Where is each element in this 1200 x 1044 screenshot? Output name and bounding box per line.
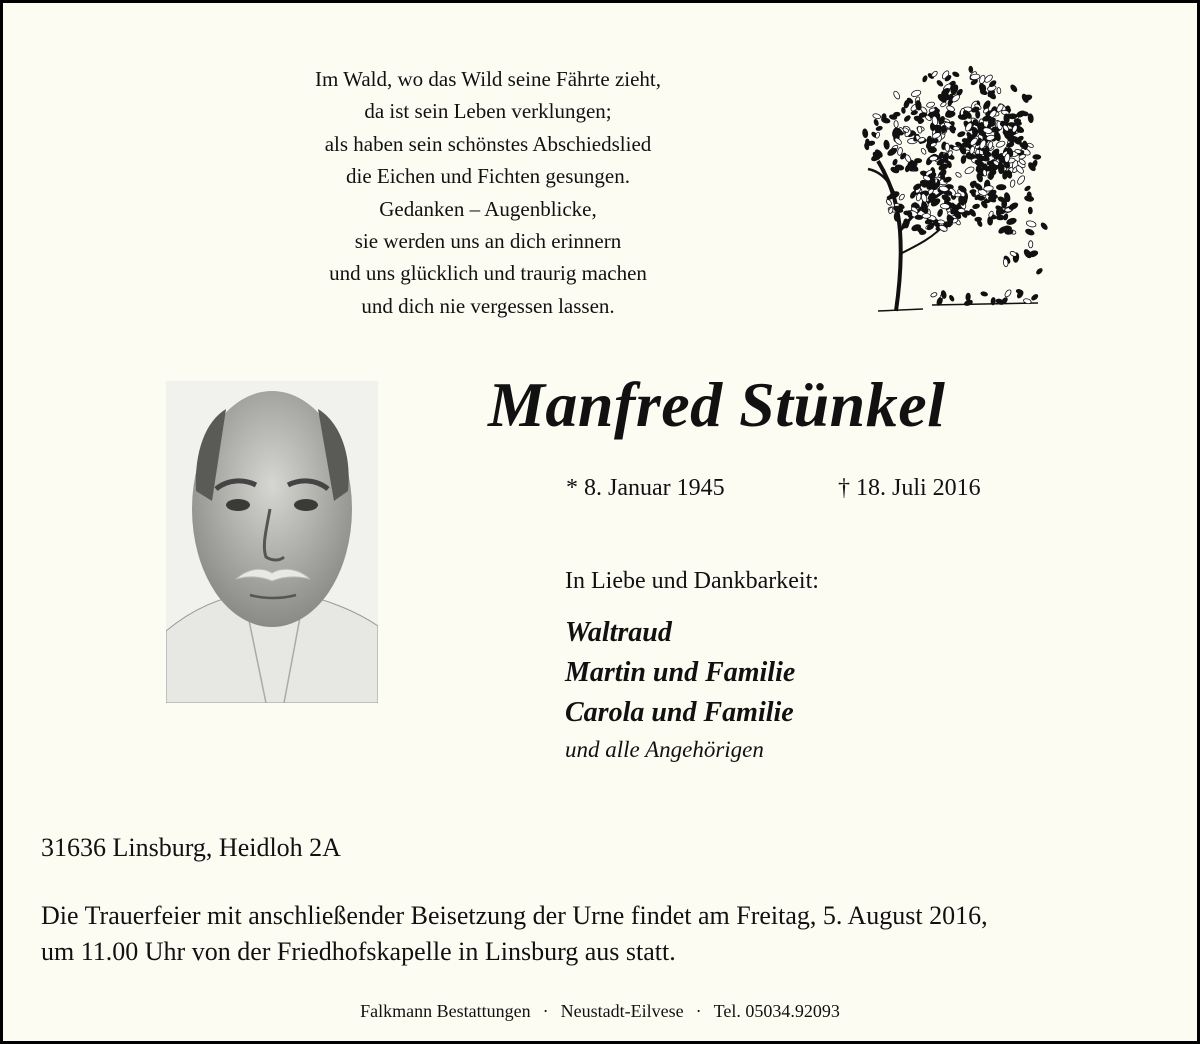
mourner-name: Carola und Familie	[565, 697, 794, 728]
funeral-home-footer	[3, 1001, 1197, 1022]
mourners-list	[565, 613, 795, 767]
mourners-others: und alle Angehörigen	[565, 737, 764, 762]
separator-dot: ·	[695, 1001, 702, 1021]
poem-line: Gedanken – Augenblicke,	[379, 196, 597, 221]
poem-line: und dich nie vergessen lassen.	[361, 293, 615, 318]
mourners-intro: In Liebe und Dankbarkeit:	[565, 568, 819, 594]
poem-line: Im Wald, wo das Wild seine Fährte zieht,	[314, 67, 662, 91]
wind-blown-tree-icon	[848, 53, 1048, 318]
separator-dot: ·	[542, 1001, 549, 1021]
ceremony-notice	[41, 898, 988, 970]
funeral-home-location: Neustadt-Eilvese	[560, 1001, 684, 1021]
poem-line: da ist sein Leben verklungen;	[364, 99, 612, 124]
deceased-name: Manfred Stünkel	[488, 369, 946, 440]
poem-line: sie werden uns an dich erinnern	[354, 229, 622, 254]
funeral-home-name: Falkmann Bestattungen	[360, 1001, 531, 1021]
poem-line: die Eichen und Fichten gesungen.	[345, 164, 630, 189]
mourner-name: Waltraud	[565, 617, 672, 648]
memorial-poem	[253, 63, 723, 322]
poem-line: und uns glücklich und traurig machen	[329, 261, 647, 286]
birth-date: * 8. Januar 1945	[566, 475, 725, 501]
family-address: 31636 Linsburg, Heidloh 2A	[41, 833, 341, 862]
death-date: † 18. Juli 2016	[838, 475, 981, 501]
ceremony-line: um 11.00 Uhr von der Friedhofskapelle in Linsburg aus statt.	[41, 937, 676, 966]
poem-line: als haben sein schönstes Abschiedslied	[324, 131, 652, 156]
mourner-name: Martin und Familie	[565, 657, 796, 688]
portrait-photo	[166, 381, 378, 703]
ceremony-line: Die Trauerfeier mit anschließender Beisetzung der Urne findet am Freitag, 5. August 2016,	[41, 901, 988, 930]
funeral-home-phone: Tel. 05034.92093	[713, 1001, 840, 1021]
